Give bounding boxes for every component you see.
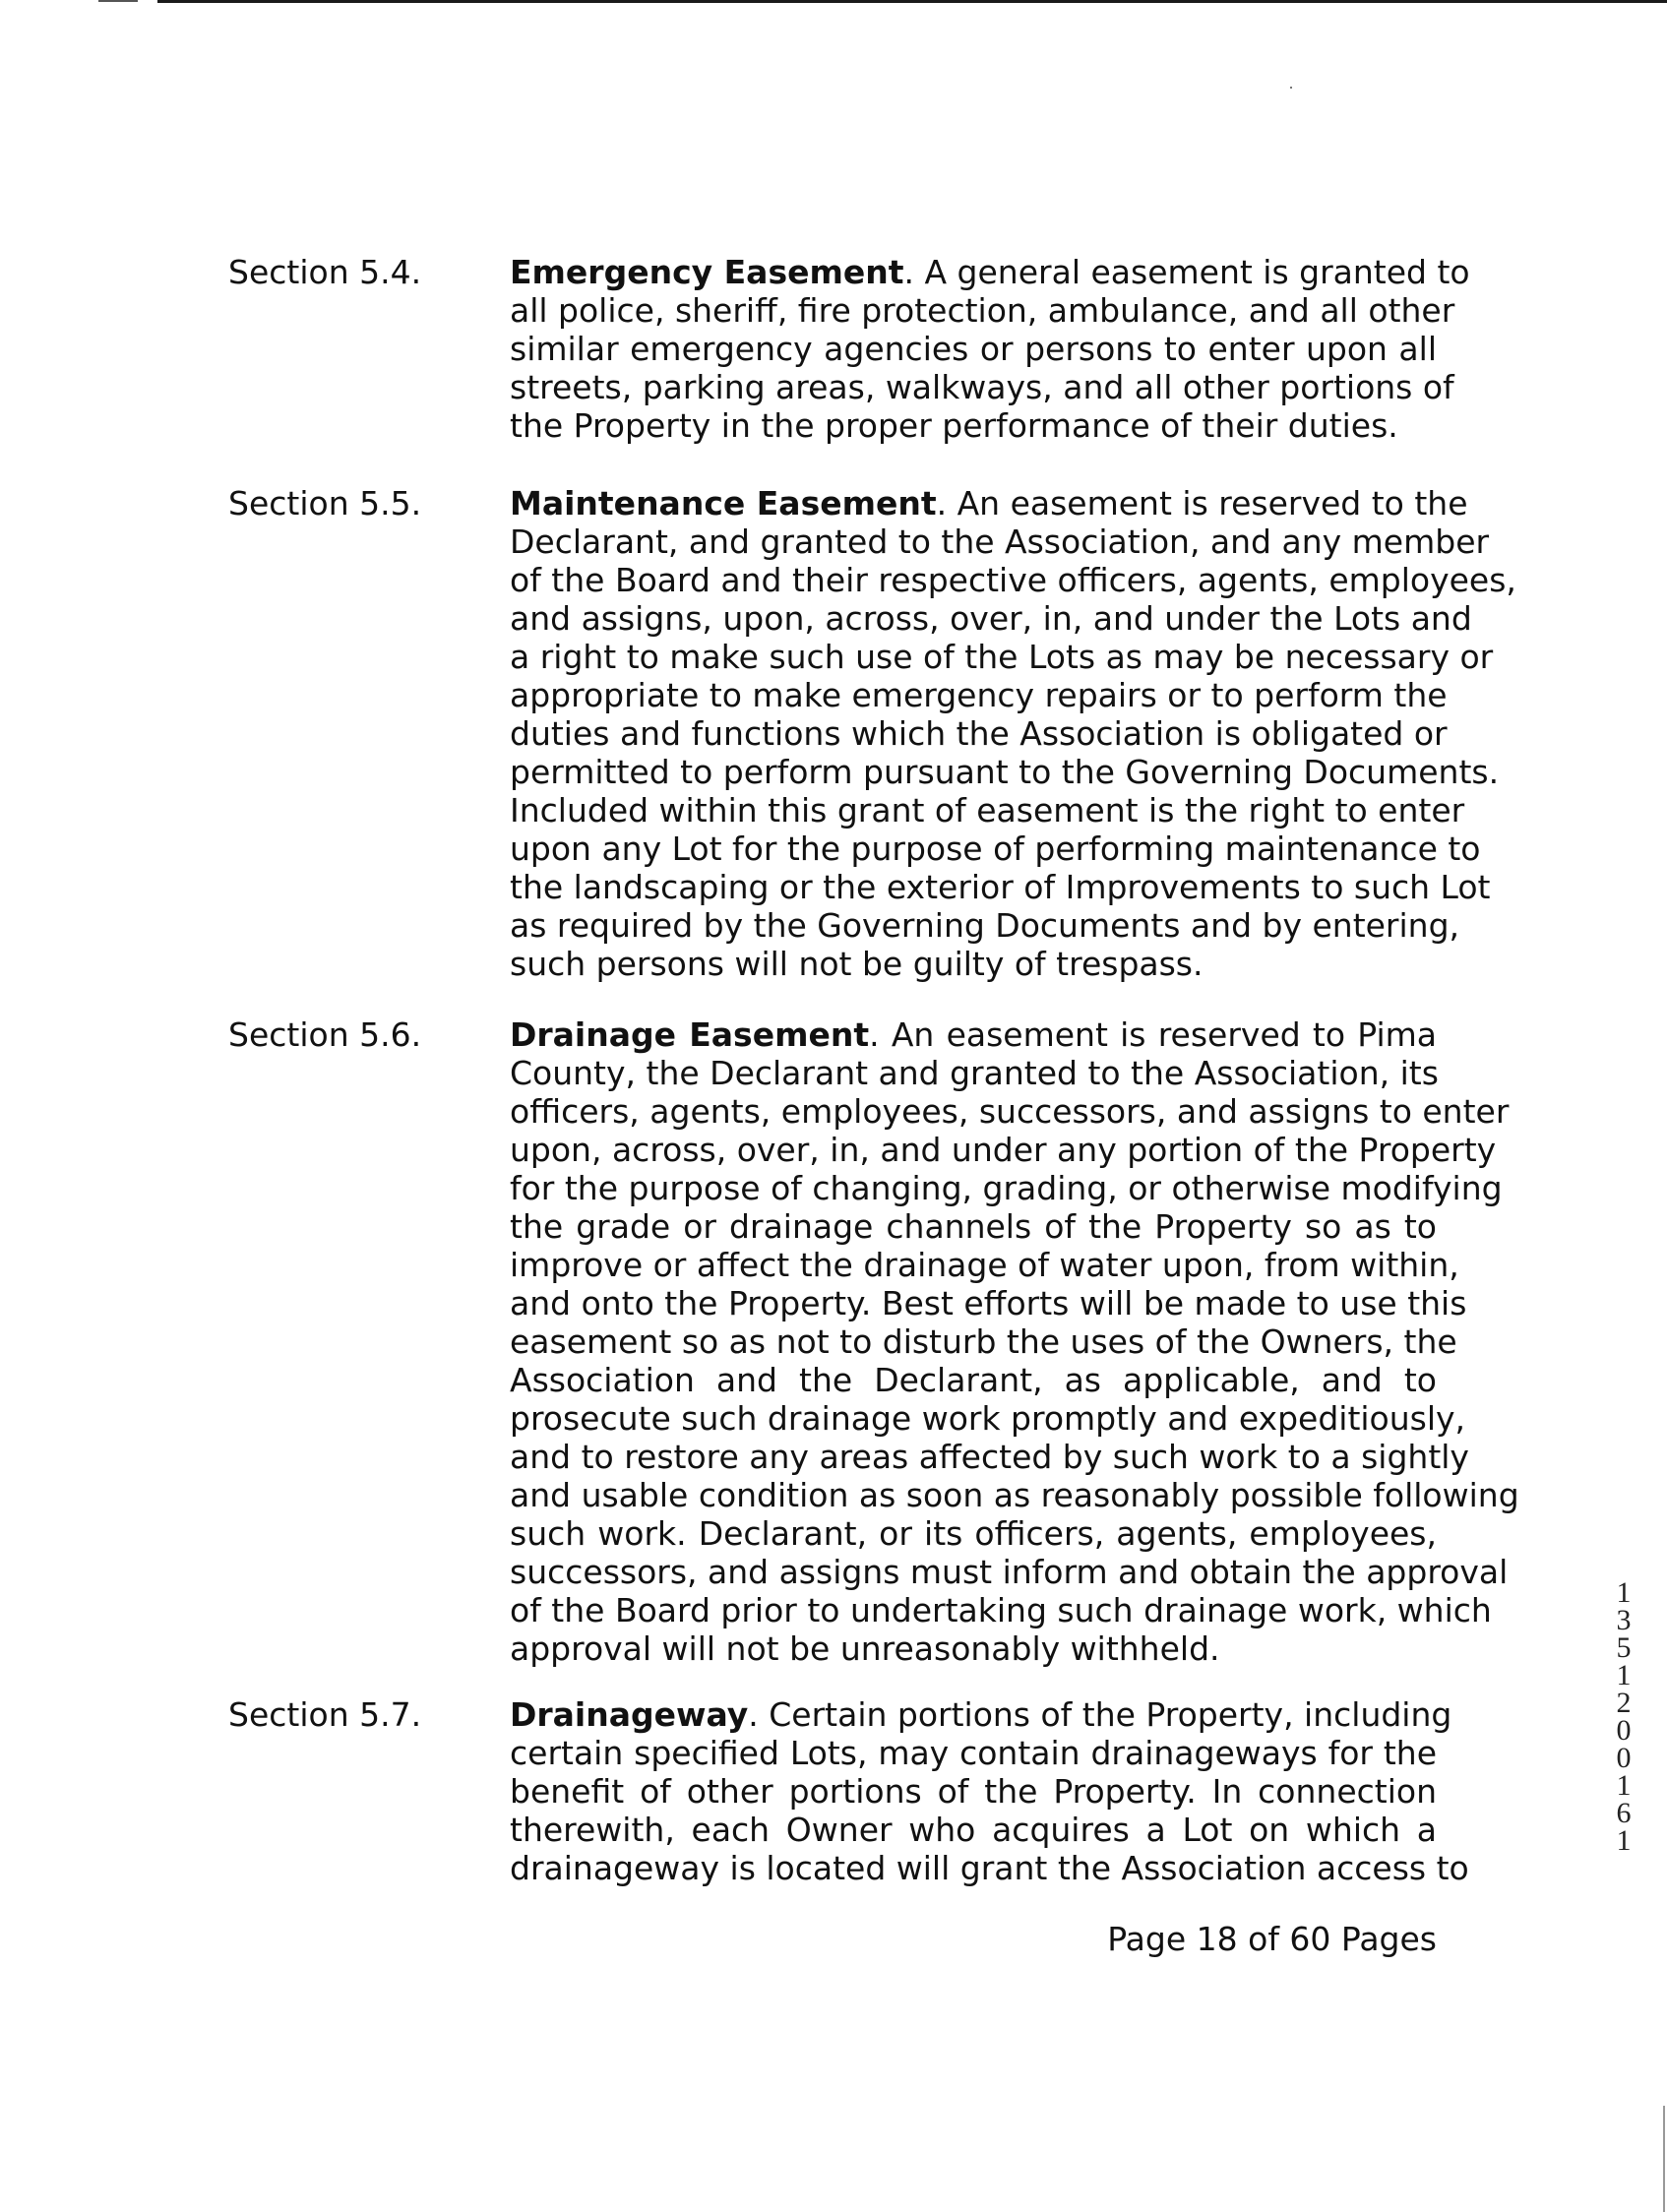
section-line: successors, and assigns must inform and obtain the approval — [510, 1553, 1509, 1591]
section-line: Association and the Declarant, as applicable, and to — [510, 1361, 1437, 1399]
section-line: certain specified Lots, may contain drainageways for the — [510, 1734, 1437, 1772]
section-line-text: . Certain portions of the Property, including — [748, 1695, 1452, 1734]
section-line: similar emergency agencies or persons to enter upon all — [510, 330, 1437, 368]
section-line: Included within this grant of easement is the right to enter — [510, 791, 1465, 830]
section-title: Emergency Easement — [510, 253, 904, 291]
section-line-text: . An easement is reserved to the — [936, 484, 1468, 522]
page-number-footer: Page 18 of 60 Pages — [1107, 1920, 1437, 1958]
document-number-digit: 0 — [1616, 1742, 1632, 1774]
section-line: prosecute such drainage work promptly and expeditiously, — [510, 1399, 1466, 1438]
section-line: and usable condition as soon as reasonably possible following — [510, 1476, 1519, 1514]
section-line: drainageway is located will grant the Association access to — [510, 1849, 1469, 1887]
section-label: Section 5.7. — [228, 1695, 422, 1734]
section-line: as required by the Governing Documents and by entering, — [510, 906, 1460, 945]
section-line: improve or affect the drainage of water upon, from within, — [510, 1246, 1459, 1284]
section-line: a right to make such use of the Lots as may be necessary or — [510, 638, 1494, 676]
scan-artifact-top-tick — [98, 0, 138, 2]
section-line: upon any Lot for the purpose of performing maintenance to — [510, 830, 1481, 868]
section-line — [510, 484, 1468, 522]
section-line-text: . An easement is reserved to Pima — [869, 1015, 1438, 1054]
section-title: Drainage Easement — [510, 1015, 870, 1054]
document-number-digit: 5 — [1616, 1631, 1632, 1664]
section-line: upon, across, over, in, and under any portion of the Property — [510, 1131, 1497, 1169]
section-line: County, the Declarant and granted to the Association, its — [510, 1054, 1439, 1092]
document-number-digit: 1 — [1616, 1576, 1632, 1609]
section-line: officers, agents, employees, successors, and assigns to enter — [510, 1092, 1510, 1131]
document-number-digit: 3 — [1616, 1604, 1632, 1636]
document-number-digit: 6 — [1616, 1797, 1632, 1829]
section-line — [510, 253, 1470, 291]
section-line-text: . A general easement is granted to — [903, 253, 1470, 291]
scan-artifact-dot — [1290, 87, 1292, 89]
section-line: benefit of other portions of the Property. In connection — [510, 1772, 1437, 1811]
section-label: Section 5.5. — [228, 484, 422, 522]
section-line: approval will not be unreasonably withheld. — [510, 1629, 1220, 1668]
section-label: Section 5.4. — [228, 253, 422, 291]
section-line: all police, sheriff, fire protection, ambulance, and all other — [510, 291, 1455, 330]
document-number-stamp — [1611, 1576, 1636, 1857]
section-body — [510, 484, 1516, 983]
scan-artifact-top-line — [157, 0, 1667, 3]
section-line: of the Board and their respective officers, agents, employees, — [510, 561, 1516, 599]
section-line: such work. Declarant, or its officers, agents, employees, — [510, 1514, 1437, 1553]
section-label: Section 5.6. — [228, 1015, 422, 1054]
section-body — [510, 253, 1470, 445]
section-line: permitted to perform pursuant to the Governing Documents. — [510, 753, 1500, 791]
section-line: easement so as not to disturb the uses of the Owners, the — [510, 1322, 1457, 1361]
section-line: streets, parking areas, walkways, and all other portions of — [510, 368, 1454, 406]
section-line: duties and functions which the Association is obligated or — [510, 714, 1448, 753]
document-number-digit: 1 — [1616, 1824, 1632, 1857]
section-line: appropriate to make emergency repairs or to perform the — [510, 676, 1448, 714]
section-line: therewith, each Owner who acquires a Lot on which a — [510, 1811, 1437, 1849]
document-number-digit: 0 — [1616, 1714, 1632, 1747]
section-line — [510, 1015, 1437, 1054]
section-line: Declarant, and granted to the Association, and any member — [510, 522, 1490, 561]
section-line: for the purpose of changing, grading, or otherwise modifying — [510, 1169, 1503, 1207]
document-number-digit: 1 — [1616, 1659, 1632, 1691]
scan-artifact-right-edge — [1663, 2106, 1665, 2212]
section-line: such persons will not be guilty of trespass. — [510, 945, 1204, 983]
section-line: the grade or drainage channels of the Property so as to — [510, 1207, 1437, 1246]
section-line: of the Board prior to undertaking such drainage work, which — [510, 1591, 1492, 1629]
section-title: Maintenance Easement — [510, 484, 937, 522]
section-line: and onto the Property. Best efforts will be made to use this — [510, 1284, 1467, 1322]
section-line: and to restore any areas affected by such work to a sightly — [510, 1438, 1469, 1476]
section-line: the landscaping or the exterior of Improvements to such Lot — [510, 868, 1491, 906]
section-body — [510, 1695, 1469, 1887]
section-line: and assigns, upon, across, over, in, and under the Lots and — [510, 599, 1472, 638]
section-line — [510, 1695, 1452, 1734]
document-number-digit: 1 — [1616, 1769, 1632, 1802]
section-title: Drainageway — [510, 1695, 749, 1734]
document-number-digit: 2 — [1616, 1687, 1632, 1719]
section-body — [510, 1015, 1519, 1668]
section-line: the Property in the proper performance of their duties. — [510, 406, 1398, 445]
